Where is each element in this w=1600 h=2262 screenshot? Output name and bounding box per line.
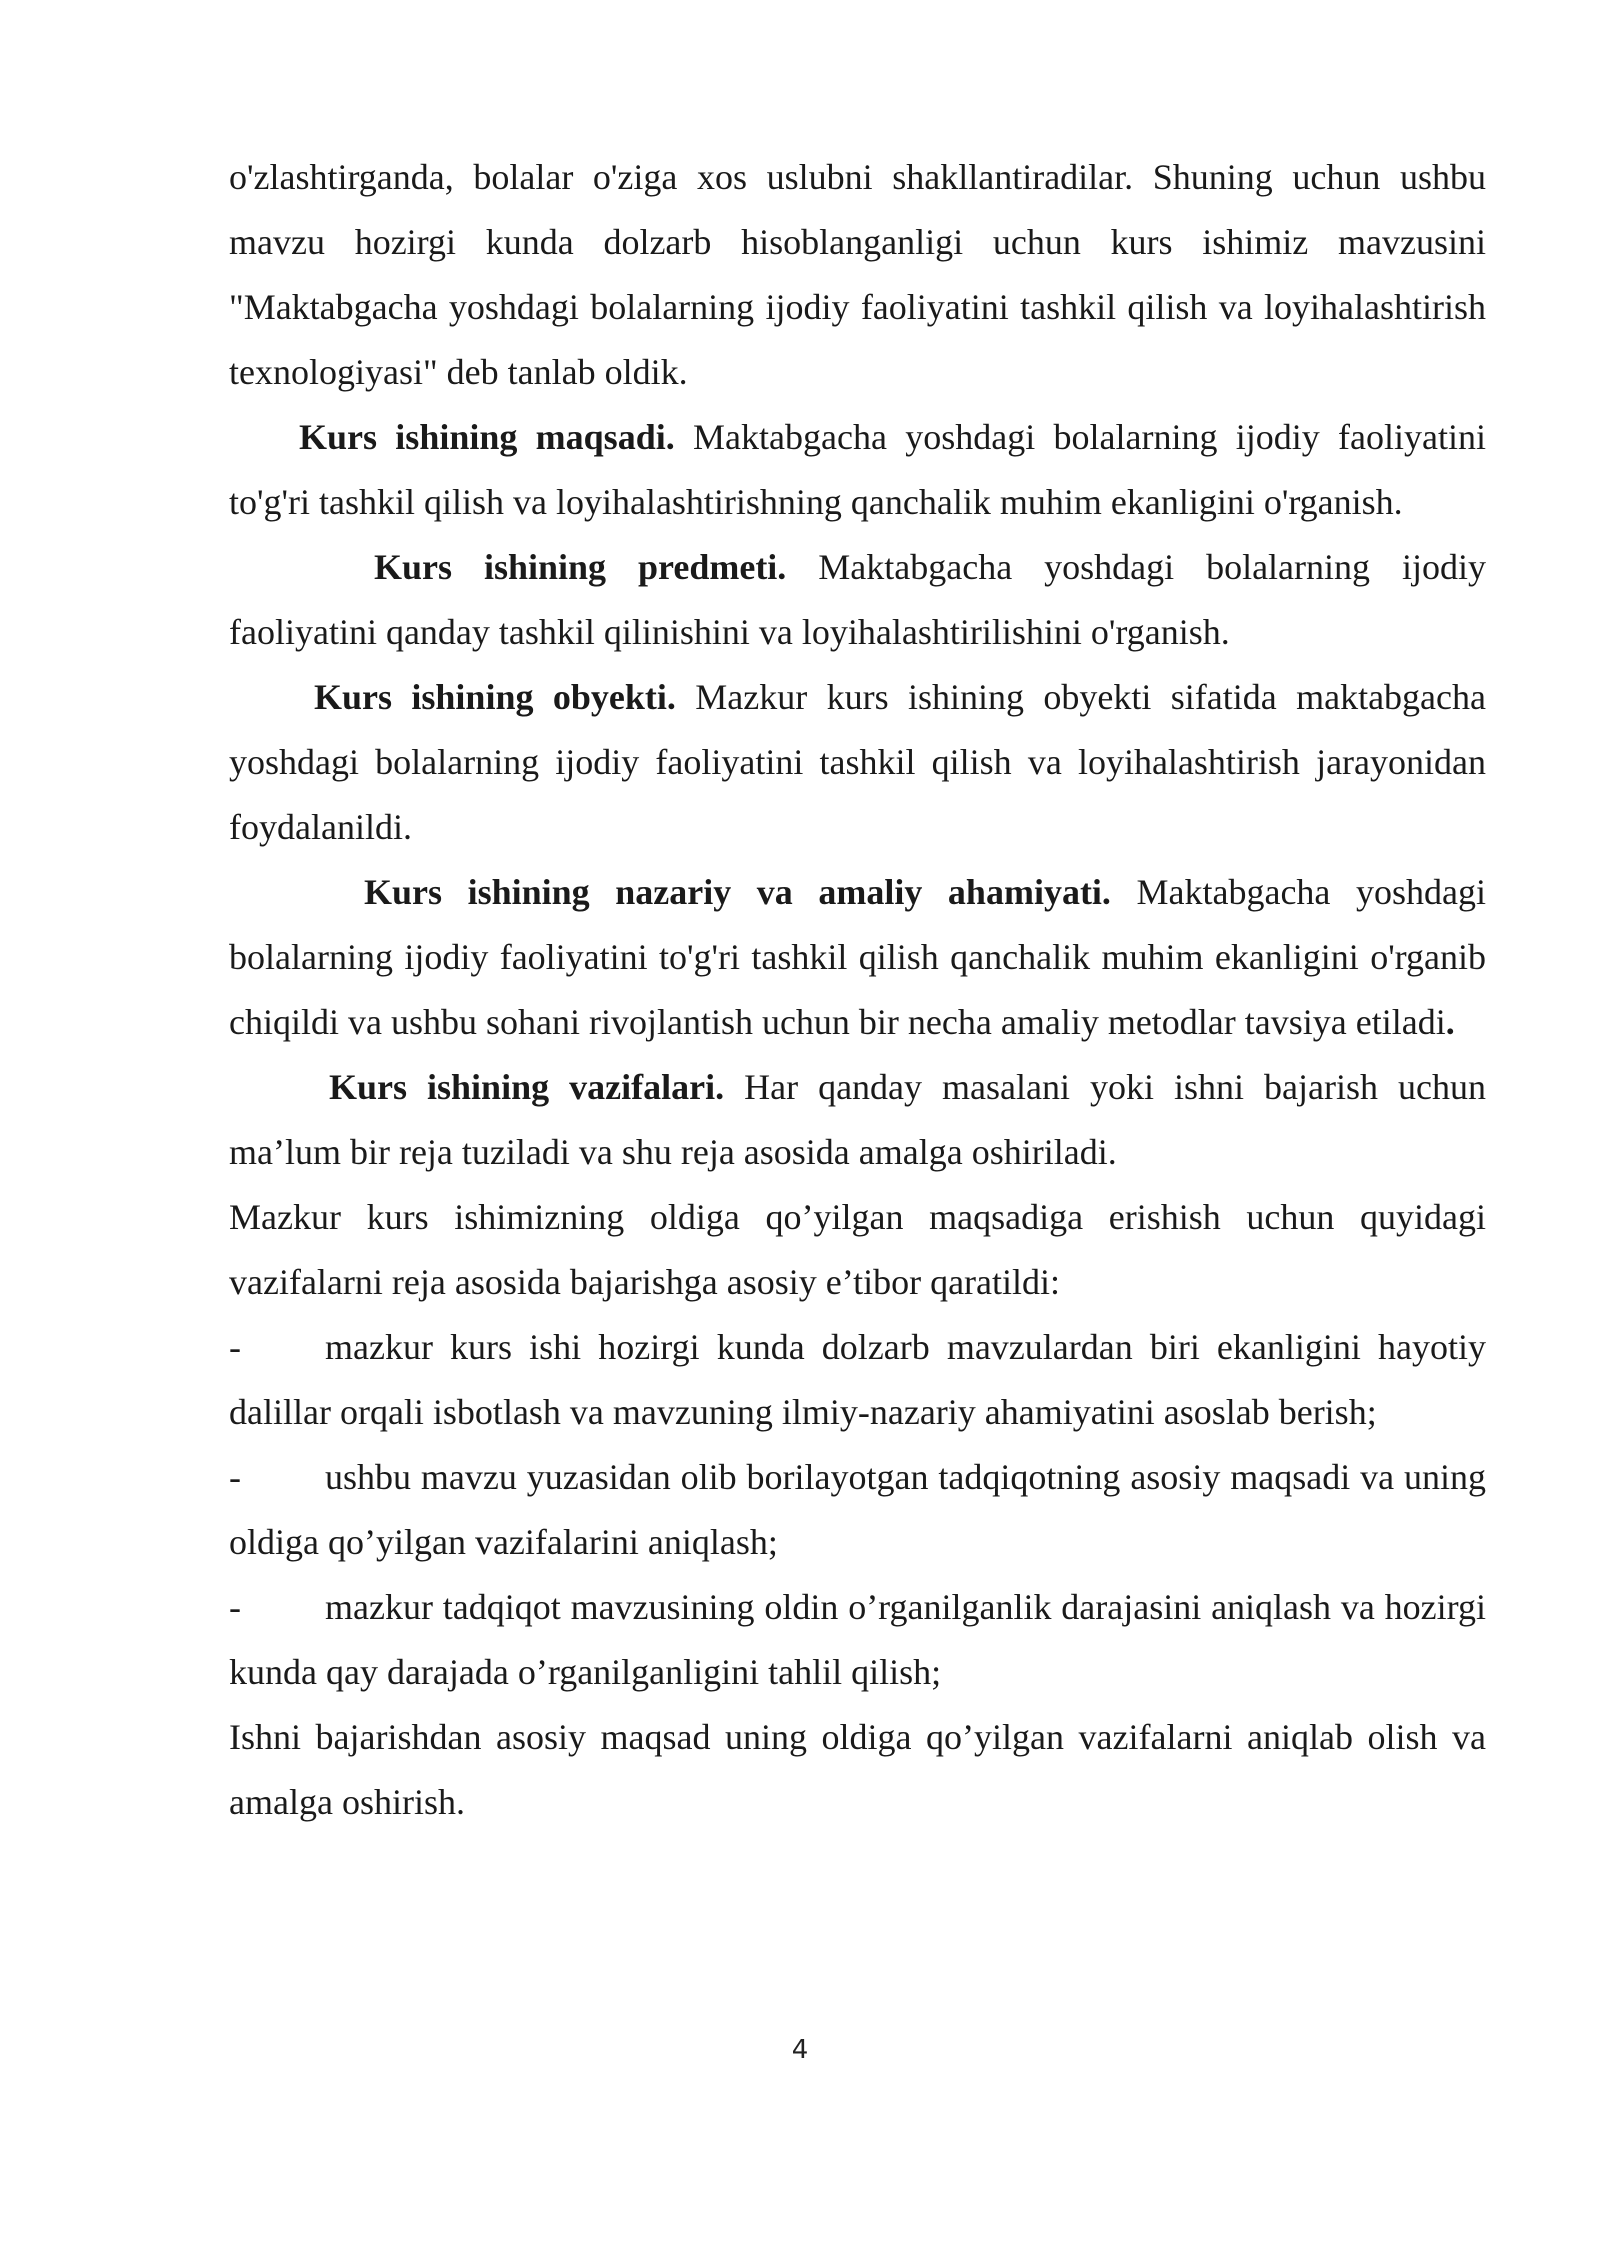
heading-subject: Kurs ishining predmeti. <box>374 547 787 587</box>
list-item-text: mazkur tadqiqot mavzusining oldin o’rganilganlik darajasini aniqlash va hozirgi kunda qay darajada o’rganilganligini tahlil qilish; <box>229 1587 1486 1692</box>
list-item <box>229 1315 1486 1445</box>
list-item <box>229 1575 1486 1705</box>
text-subject: Maktabgacha yoshdagi bolalarning ijodiy faoliyatini qanday tashkil qilinishini va loyihalashtirilishini o'rganish. <box>229 547 1486 652</box>
list-marker: - <box>229 1587 241 1627</box>
list-marker: - <box>229 1327 241 1367</box>
text-significance-tail: . <box>1445 1002 1455 1042</box>
page-number: 4 <box>791 2035 809 2065</box>
heading-goal: Kurs ishining maqsadi. <box>299 417 675 457</box>
paragraph-subject <box>229 535 1486 665</box>
text-object: Mazkur kurs ishining obyekti sifatida maktabgacha yoshdagi bolalarning ijodiy faoliyatini tashkil qilish va loyihalashtirish jarayonidan foydalanildi. <box>229 677 1486 847</box>
document-page <box>229 145 1486 1835</box>
paragraph-goal <box>229 405 1486 535</box>
text-tasks: Har qanday masalani yoki ishni bajarish uchun ma’lum bir reja tuziladi va shu reja asosida amalga oshiriladi. <box>229 1067 1487 1172</box>
heading-tasks: Kurs ishining vazifalari. <box>329 1067 725 1107</box>
list-marker: - <box>229 1457 241 1497</box>
paragraph-significance <box>229 860 1486 1055</box>
paragraph-object <box>229 665 1486 860</box>
text-goal: Maktabgacha yoshdagi bolalarning ijodiy faoliyatini to'g'ri tashkil qilish va loyihalashtirishning qanchalik muhim ekanligini o'rganish. <box>229 417 1487 522</box>
paragraph-conclusion: Ishni bajarishdan asosiy maqsad uning oldiga qo’yilgan vazifalarni aniqlab olish va amalga oshirish. <box>229 1717 1486 1822</box>
list-item-text: ushbu mavzu yuzasidan olib borilayotgan tadqiqotning asosiy maqsadi va uning oldiga qo’yilgan vazifalarini aniqlash; <box>229 1457 1486 1562</box>
heading-significance: Kurs ishining nazariy va amaliy ahamiyati. <box>364 872 1111 912</box>
heading-object: Kurs ishining obyekti. <box>314 677 676 717</box>
paragraph-intro: o'zlashtirganda, bolalar o'ziga xos uslubni shakllantiradilar. Shuning uchun ushbu mavzu hozirgi kunda dolzarb hisoblanganligi uchun kurs ishimiz mavzusini "Maktabgacha yoshdagi bolalarning ijodiy faoliyatini tashkil qilish va loyihalashtirish texnologiyasi" deb tanlab oldik. <box>229 157 1486 392</box>
paragraph-tasks <box>229 1055 1486 1185</box>
list-item <box>229 1445 1486 1575</box>
text-significance: Maktabgacha yoshdagi bolalarning ijodiy faoliyatini to'g'ri tashkil qilish qanchalik muhim ekanligini o'rganib chiqildi va ushbu sohani rivojlantish uchun bir necha amaliy metodlar tavsiya etiladi <box>229 872 1486 1042</box>
list-item-text: mazkur kurs ishi hozirgi kunda dolzarb mavzulardan biri ekanligini hayotiy dalillar orqali isbotlash va mavzuning ilmiy-nazariy ahamiyatini asoslab berish; <box>229 1327 1486 1432</box>
paragraph-tasks-intro: Mazkur kurs ishimizning oldiga qo’yilgan maqsadiga erishish uchun quyidagi vazifalarni reja asosida bajarishga asosiy e’tibor qaratildi: <box>229 1197 1486 1302</box>
